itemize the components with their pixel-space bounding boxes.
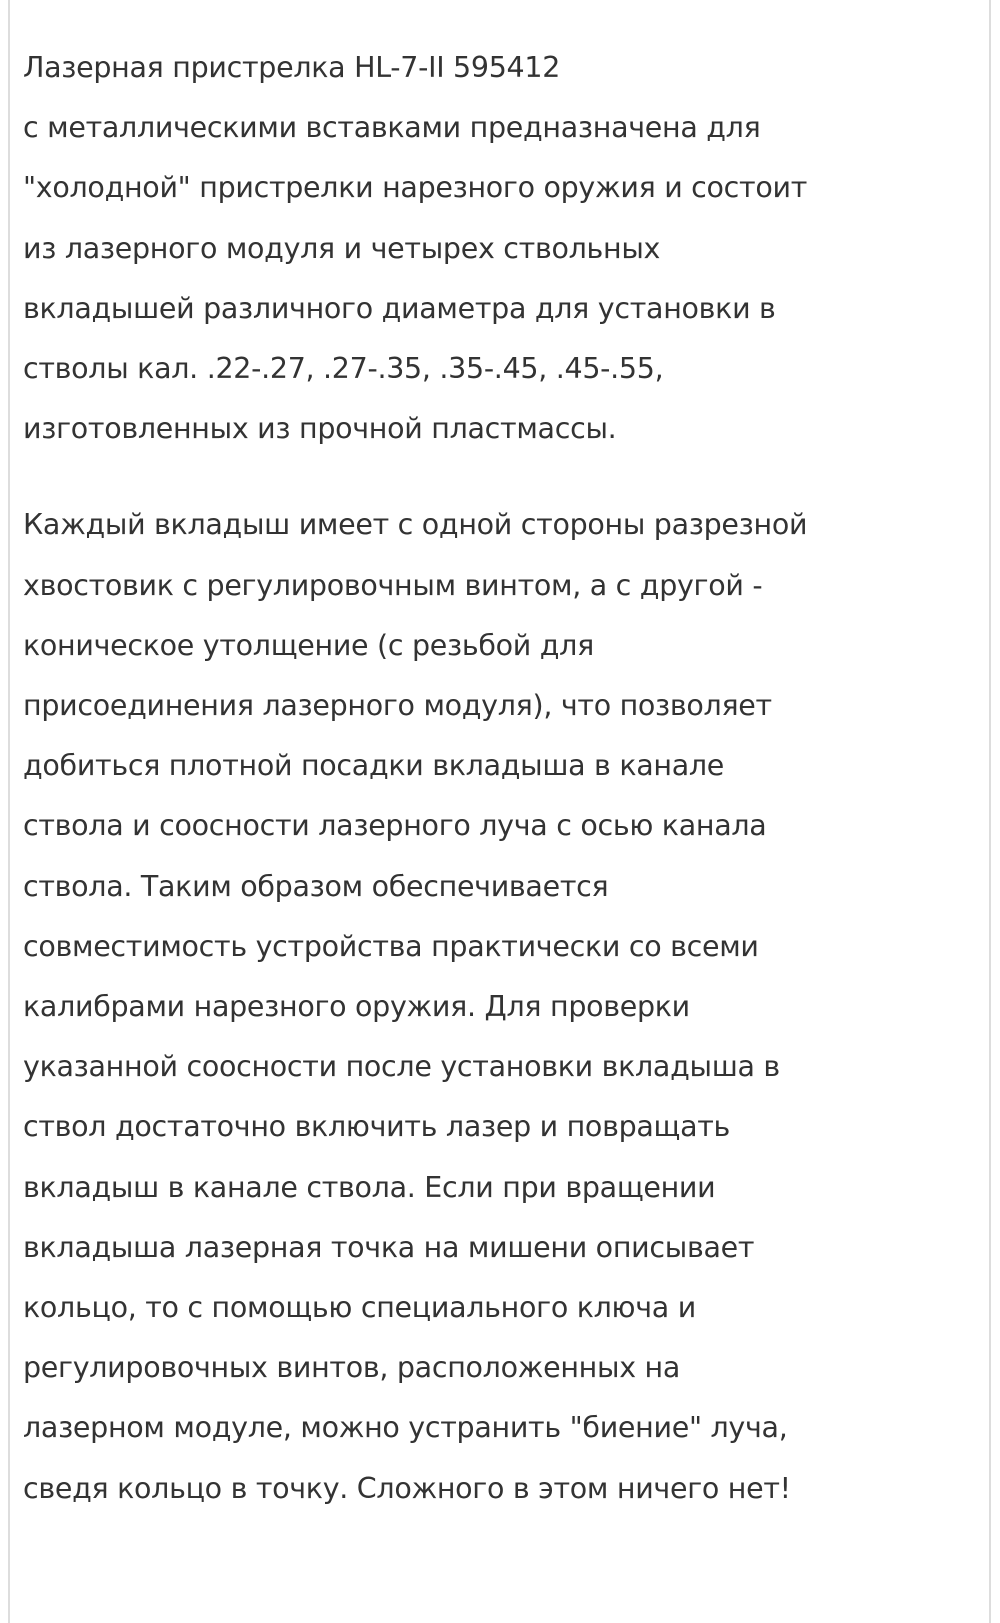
text-line: коническое утолщение (с резьбой для [23, 628, 594, 662]
text-line: ствола и соосности лазерного луча с осью канала [23, 809, 767, 843]
text-line: ствол достаточно включить лазер и повращать [23, 1110, 731, 1144]
text-line: лазерном модуле, можно устранить "биение" луча, [23, 1411, 788, 1445]
description-paragraph [23, 495, 983, 1518]
text-line: кольцо, то с помощью специального ключа и [23, 1291, 696, 1325]
text-line: с металлическими вставками предназначена для [23, 111, 761, 145]
text-line: изготовленных из прочной пластмассы. [23, 412, 617, 446]
product-description [23, 38, 983, 1555]
text-line: Лазерная пристрелка HL-7-II 595412 [23, 51, 561, 84]
text-line: из лазерного модуля и четырех ствольных [23, 231, 661, 265]
text-line: совместимость устройства практически со всеми [23, 929, 759, 963]
text-line: Каждый вкладыш имеет с одной стороны разрезной [23, 508, 808, 542]
text-line: хвостовик с регулировочным винтом, а с другой - [23, 568, 763, 602]
description-paragraph [23, 38, 983, 459]
text-line: вкладыша лазерная точка на мишени описывает [23, 1230, 755, 1264]
text-line: указанной соосности после установки вкладыша в [23, 1050, 780, 1084]
text-line: вкладыш в канале ствола. Если при вращении [23, 1170, 716, 1204]
text-line: сведя кольцо в точку. Сложного в этом ничего нет! [23, 1471, 791, 1505]
text-line: регулировочных винтов, расположенных на [23, 1351, 681, 1385]
text-line: "холодной" пристрелки нарезного оружия и состоит [23, 171, 808, 205]
text-line: вкладышей различного диаметра для установки в [23, 291, 776, 325]
text-line: ствола. Таким образом обеспечивается [23, 869, 609, 903]
text-line: присоединения лазерного модуля), что позволяет [23, 689, 772, 723]
text-line: добиться плотной посадки вкладыша в канале [23, 749, 725, 783]
text-line: калибрами нарезного оружия. Для проверки [23, 990, 690, 1024]
text-line: стволы кал. .22-.27, .27-.35, .35-.45, .45-.55, [23, 352, 664, 386]
